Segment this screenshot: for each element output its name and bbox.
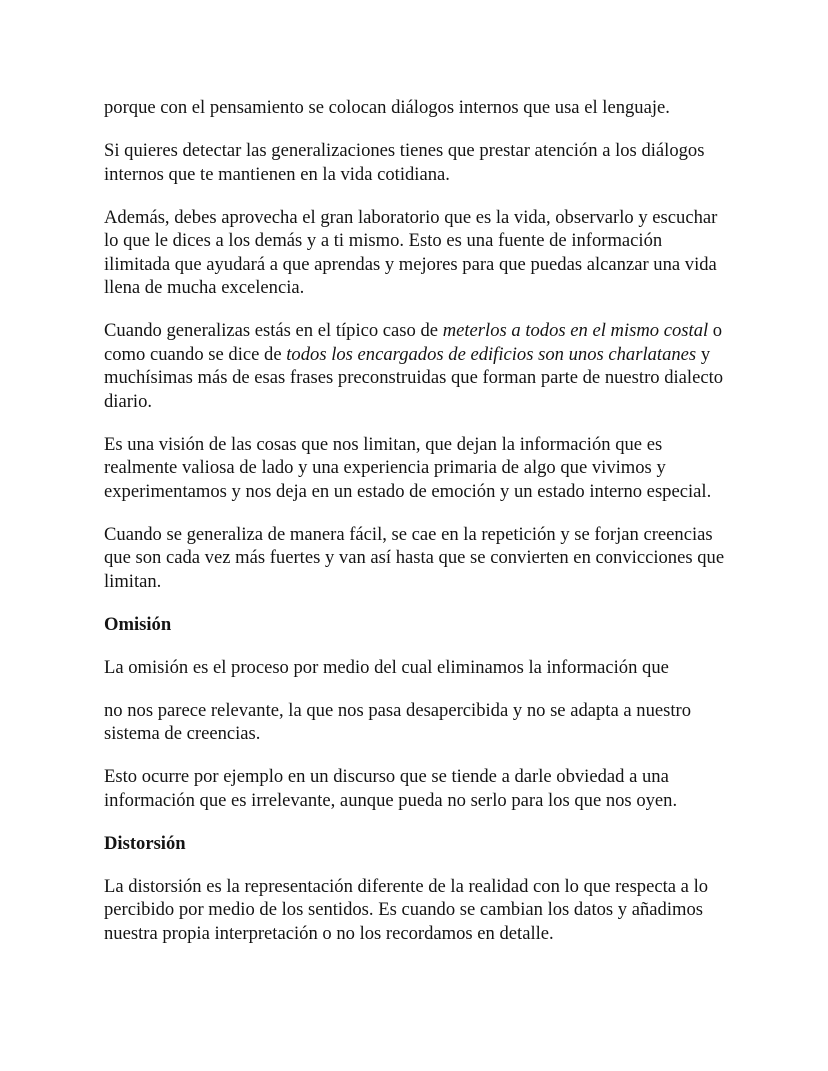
paragraph-distorsion-definicion: La distorsión es la representación diferente de la realidad con lo que respecta a lo percibido por medio de los sentidos. Es cuando se cambian los datos y añadimos nuestra propia interpretación o no los recordamos en detalle.: [104, 875, 709, 944]
document-page: [104, 96, 728, 965]
paragraph-text-segment: Cuando generalizas estás en el típico caso de: [104, 320, 443, 341]
paragraph-repeticion: Cuando se generaliza de manera fácil, se cae en la repetición y se forjan creencias que son cada vez más fuertes y van así hasta que se convierten en convicciones que limitan.: [104, 523, 725, 592]
heading-omision: Omisión: [104, 613, 172, 635]
paragraph-vision-cosas: Es una visión de las cosas que nos limitan, que dejan la información que es realmente valiosa de lado y una experiencia primaria de algo que vivimos y experimentamos y nos deja en un estado de emoción y un estado interno especial.: [104, 433, 712, 502]
paragraph-laboratorio-vida: Además, debes aprovecha el gran laboratorio que es la vida, observarlo y escuchar lo que le dices a los demás y a ti mismo. Esto es una fuente de información ilimitada que ayudará a que aprendas y mejores para que puedas alcanzar una vida llena de mucha excelencia.: [104, 206, 718, 298]
heading-distorsion: Distorsión: [104, 832, 186, 854]
paragraph-cuando-generalizas: [104, 319, 728, 413]
italic-phrase-charlatanes: todos los encargados de edificios son unos charlatanes: [286, 343, 697, 365]
paragraph-omision-continuacion: no nos parece relevante, la que nos pasa desapercibida y no se adapta a nuestro sistema de creencias.: [104, 699, 692, 744]
paragraph-pensamiento: porque con el pensamiento se colocan diálogos internos que usa el lenguaje.: [104, 97, 670, 118]
italic-phrase-costal: meterlos a todos en el mismo costal: [442, 320, 709, 341]
paragraph-detectar-generalizaciones: Si quieres detectar las generalizaciones tienes que prestar atención a los diálogos internos que te mantienen en la vida cotidiana.: [104, 140, 705, 185]
paragraph-text-segment: o como cuando se dice de: [104, 320, 723, 365]
paragraph-omision-ejemplo: Esto ocurre por ejemplo en un discurso que se tiende a darle obviedad a una información que es irrelevante, aunque pueda no serlo para los que nos oyen.: [104, 766, 678, 811]
paragraph-text-segment: y muchísimas más de esas frases preconstruidas que forman parte de nuestro dialecto diario.: [104, 343, 724, 412]
paragraph-omision-definicion: La omisión es el proceso por medio del cual eliminamos la información que: [104, 656, 669, 678]
